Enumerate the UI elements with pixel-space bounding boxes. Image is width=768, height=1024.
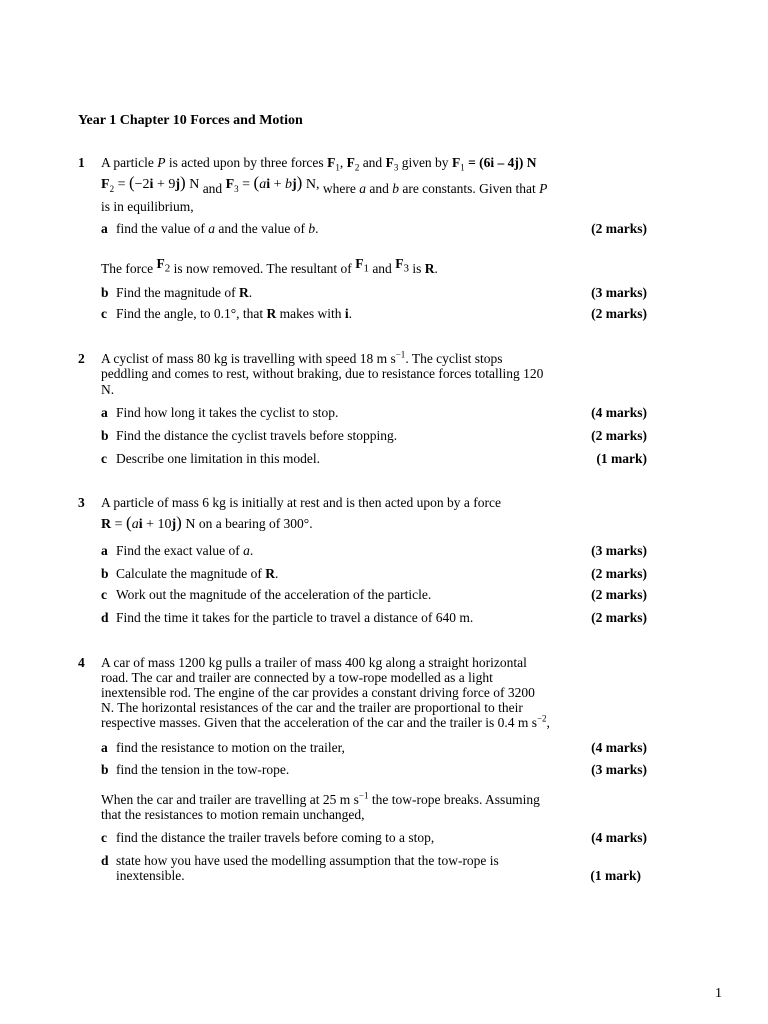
question-1b-text: Find the magnitude of R. <box>116 285 253 300</box>
question-4a-label: a <box>101 740 108 755</box>
question-4c-marks: (4 marks) <box>591 830 647 845</box>
question-4d-text-line-2: inextensible. <box>116 868 185 883</box>
question-3a-label: a <box>101 543 108 558</box>
question-3-line-2: R = (ai + 10j) N on a bearing of 300°. <box>101 513 313 532</box>
question-4-line-3: inextensible rod. The engine of the car provides a constant driving force of 3200 <box>101 685 535 700</box>
question-2a-text: Find how long it takes the cyclist to stop. <box>116 405 339 420</box>
question-4-number: 4 <box>78 655 85 670</box>
question-3b-marks: (2 marks) <box>591 566 647 581</box>
question-2c-label: c <box>101 451 107 466</box>
question-2b-marks: (2 marks) <box>591 428 647 443</box>
question-1b-label: b <box>101 285 109 300</box>
question-1-number: 1 <box>78 155 85 170</box>
question-2a-marks: (4 marks) <box>591 405 647 420</box>
question-3c-text: Work out the magnitude of the acceleration of the particle. <box>116 587 432 602</box>
question-3b-text: Calculate the magnitude of R. <box>116 566 279 581</box>
question-4-context-line-1: When the car and trailer are travelling at 25 m $s^{-1}$ the tow-rope breaks. Assuming <box>101 790 540 807</box>
question-4-line-5: respective masses. Given that the acceleration of the car and the trailer is 0.4 m $s^{-2}$, <box>101 713 550 730</box>
question-4c-text: find the distance the trailer travels before coming to a stop, <box>116 830 435 845</box>
question-2-line-3: N. <box>101 382 115 397</box>
question-4-context-line-2: that the resistances to motion remain unchanged, <box>101 807 365 822</box>
question-2c-text: Describe one limitation in this model. <box>116 451 320 466</box>
page-number: 1 <box>715 986 722 1001</box>
question-3-line-1: A particle of mass 6 kg is initially at rest and is then acted upon by a force <box>101 495 502 510</box>
question-1a-label: a <box>101 221 108 236</box>
page-title: Year 1 Chapter 10 Forces and Motion <box>78 113 303 128</box>
question-4-line-2: road. The car and trailer are connected by a tow-rope modelled as a light <box>101 670 493 685</box>
question-3a-marks: (3 marks) <box>591 543 647 558</box>
question-4d-marks: (1 mark) <box>590 868 641 883</box>
question-3c-label: c <box>101 587 107 602</box>
force-f2-equation: $F_2 = (-2i + 9j)$ N <box>101 173 200 194</box>
question-2b-text: Find the distance the cyclist travels before stopping. <box>116 428 398 443</box>
question-4-line-4: N. The horizontal resistances of the car and the trailer are proportional to their <box>101 700 523 715</box>
question-1a-marks: (2 marks) <box>591 221 647 236</box>
question-4d-label: d <box>101 853 109 868</box>
question-1c-label: c <box>101 306 107 321</box>
question-1-removed-force-text: The force $F_2$ is now removed. The resultant of $F_1$ and $F_3$ is R. <box>101 256 438 276</box>
question-4b-marks: (3 marks) <box>591 762 647 777</box>
question-1-line-1: A particle P is acted upon by three forces $F_1$, $F_2$ and $F_3$ given by $F_1 = (6i - 4j)$ N <box>101 155 537 173</box>
question-3d-marks: (2 marks) <box>591 610 647 625</box>
question-4a-marks: (4 marks) <box>591 740 647 755</box>
question-1-line-3: is in equilibrium, <box>101 199 194 214</box>
question-4c-label: c <box>101 830 107 845</box>
question-2b-label: b <box>101 428 109 443</box>
question-4d-text-line-1: state how you have used the modelling assumption that the tow-rope is <box>116 853 499 868</box>
question-3d-text: Find the time it takes for the particle to travel a distance of 640 m. <box>116 610 474 625</box>
question-3-number: 3 <box>78 495 85 510</box>
question-3b-label: b <box>101 566 109 581</box>
force-f3-equation: $F_3 = (ai + bj)$ N, <box>225 173 320 194</box>
question-3c-marks: (2 marks) <box>591 587 647 602</box>
question-1c-marks: (2 marks) <box>591 306 647 321</box>
question-4b-text: find the tension in the tow-rope. <box>116 762 290 777</box>
question-4a-text: find the resistance to motion on the trailer, <box>116 740 345 755</box>
question-1a-text: find the value of a and the value of b. <box>116 221 319 236</box>
question-1b-marks: (3 marks) <box>591 285 647 300</box>
question-4b-label: b <box>101 762 109 777</box>
question-1c-text: Find the angle, to 0.1°, that R makes with i. <box>116 306 353 321</box>
force-r-equation: R = (ai + 10j) N <box>101 513 196 532</box>
question-2a-label: a <box>101 405 108 420</box>
question-3d-label: d <box>101 610 109 625</box>
question-4-line-1: A car of mass 1200 kg pulls a trailer of mass 400 kg along a straight horizontal <box>101 655 527 670</box>
question-2-line-1: A cyclist of mass 80 kg is travelling with speed 18 m $s^{-1}$. The cyclist stops <box>101 349 503 366</box>
question-2-number: 2 <box>78 351 85 366</box>
question-2c-marks: (1 mark) <box>596 451 647 466</box>
question-2-line-2: peddling and comes to rest, without braking, due to resistance forces totalling 120 <box>101 366 544 381</box>
question-1-line-2: $F_2 = (-2i + 9j)$ N and $F_3 = (ai + bj)$ N, where a and b are constants. Given that P <box>101 173 548 196</box>
question-3a-text: Find the exact value of a. <box>116 543 254 558</box>
